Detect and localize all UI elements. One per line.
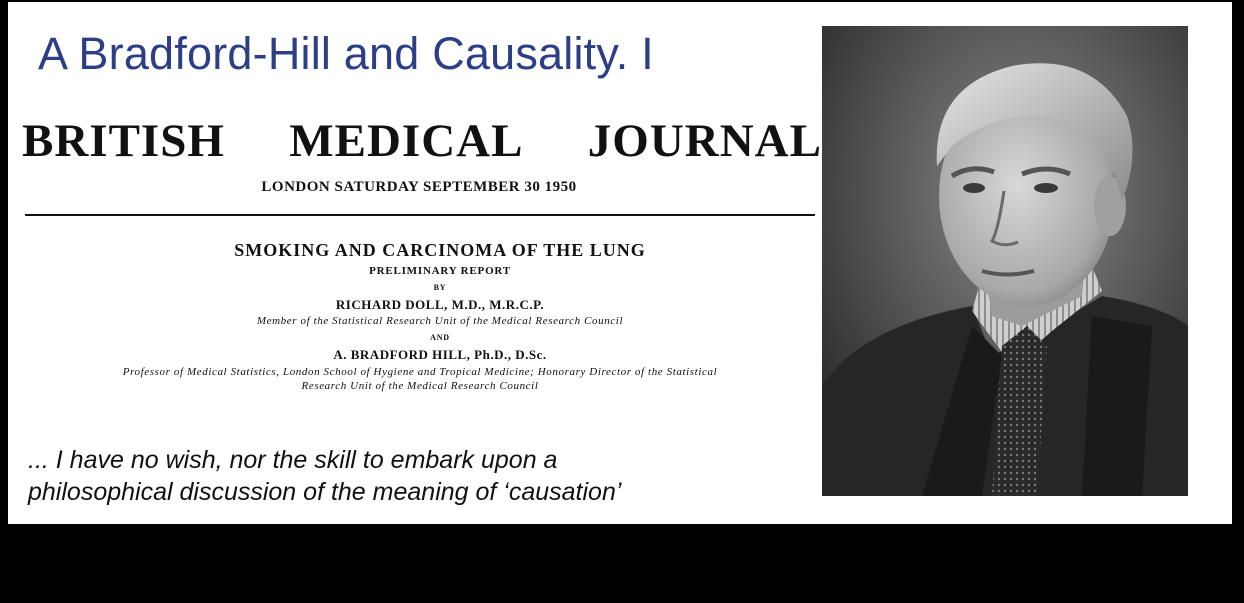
masthead-word-medical: MEDICAL	[289, 115, 524, 167]
quote-line-2: philosophical discussion of the meaning of ‘causation’	[28, 478, 622, 506]
journal-dateline: LONDON SATURDAY SEPTEMBER 30 1950	[261, 179, 577, 195]
author-hill: A. BRADFORD HILL, Ph.D., D.Sc.	[333, 347, 547, 362]
author-doll: RICHARD DOLL, M.D., M.R.C.P.	[335, 297, 545, 312]
journal-masthead	[22, 114, 822, 168]
masthead-divider	[25, 214, 815, 216]
hill-quote	[28, 444, 808, 508]
slide-title: A Bradford-Hill and Causality. I	[38, 28, 654, 79]
masthead-word-journal: JOURNAL	[587, 115, 822, 167]
slide	[8, 2, 1232, 524]
author-hill-affiliation	[30, 365, 810, 393]
author-hill-affiliation-line1: Professor of Medical Statistics, London School of Hygiene and Tropical Medicine; Honorary Director of the Statistical	[122, 366, 718, 378]
author-doll-affiliation: Member of the Statistical Research Unit of the Medical Research Council	[256, 315, 624, 327]
masthead-word-british: BRITISH	[22, 115, 225, 167]
quote-line-1: ... I have no wish, nor the skill to embark upon a	[28, 446, 558, 474]
article-subheadline: PRELIMINARY REPORT	[369, 265, 511, 277]
article-by: BY	[433, 283, 447, 292]
author-hill-affiliation-line2: Research Unit of the Medical Research Council	[301, 380, 539, 392]
article-and: AND	[430, 333, 450, 342]
article-header	[30, 240, 810, 393]
portrait-photo	[822, 26, 1188, 496]
article-headline: SMOKING AND CARCINOMA OF THE LUNG	[234, 240, 646, 260]
portrait-illustration	[822, 26, 1188, 496]
